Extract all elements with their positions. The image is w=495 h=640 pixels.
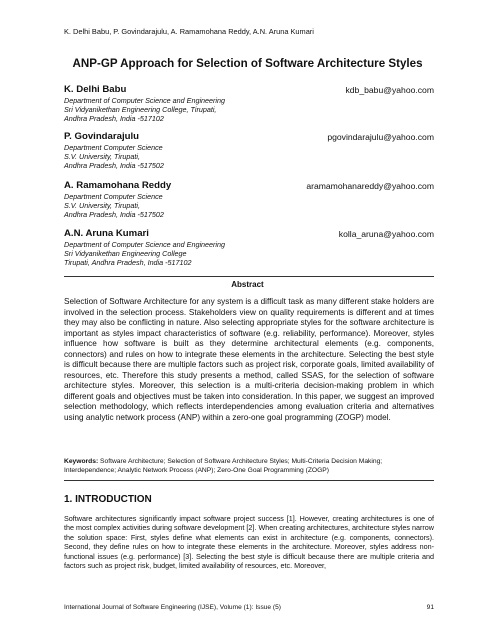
divider-rule — [64, 276, 434, 277]
author-block — [64, 84, 434, 124]
affiliation-line: Andhra Pradesh, India -517502 — [64, 161, 164, 171]
divider-rule — [64, 480, 434, 481]
author-name: A.N. Aruna Kumari — [64, 228, 149, 239]
affiliation-line: Tirupati, Andhra Pradesh, India -517102 — [64, 258, 192, 268]
affiliation-line: Department Computer Science — [64, 143, 163, 152]
author-block — [64, 228, 434, 268]
introduction-text: Software architectures significantly impact software project success [1]. However, creating architectures is one of the most complex activities during software development [2]. When creating architectures, architecture styles narrow the solution space: First, styles define what elements can exist in architecture (e.g. components, connectors). Second, they define rules on how to integrate these elements in the architecture. Moreover, styles address non-functional issues (e.g. performance) [3]. Selecting the best style is difficult because there are multiple criteria and factors such as project risk, budget, limited availability of resources, etc. Moreover, — [64, 514, 434, 571]
affiliation-line: Andhra Pradesh, India -517102 — [64, 114, 164, 124]
author-name: A. Ramamohana Reddy — [64, 180, 172, 191]
page-number: 91 — [426, 604, 434, 611]
author-email: aramamohanareddy@yahoo.com — [306, 181, 434, 191]
affiliation-line: Andhra Pradesh, India -517502 — [64, 210, 164, 220]
author-block — [64, 131, 434, 171]
section-heading-introduction: 1. INTRODUCTION — [64, 494, 152, 505]
journal-citation: International Journal of Software Engineering (IJSE), Volume (1): Issue (5) — [64, 604, 281, 611]
affiliation-line: Department of Computer Science and Engineering — [64, 96, 226, 105]
keywords-label: Keywords: — [64, 458, 99, 465]
keywords — [64, 458, 434, 475]
author-email: kolla_aruna@yahoo.com — [338, 229, 434, 239]
affiliation-line: Sri Vidyanikethan Engineering College — [64, 249, 187, 259]
paper-title: ANP-GP Approach for Selection of Software Architecture Styles — [72, 57, 423, 70]
author-block — [64, 180, 434, 220]
running-head: K. Delhi Babu, P. Govindarajulu, A. Ramamohana Reddy, A.N. Aruna Kumari — [64, 27, 314, 36]
abstract-text: Selection of Software Architecture for any system is a difficult task as many different stake holders are involved in the selection process. Stakeholders view on quality requirements is different and at times they may also be conflicting in nature. Also selecting appropriate styles for the software architecture is important as styles impact characteristics of software (e.g. reliability, performance). Moreover, styles influence how software is built as they determine architectural elements (e.g. components, connectors) and rules on how to integrate these elements in the architecture. Selecting the best style is difficult because there are multiple factors such as project risk, corporate goals, limited availability of resources, etc. Therefore this study presents a method, called SSAS, for the selection of software architecture styles. Moreover, this selection is a multi-criteria decision-making problem in which different goals and objectives must be taken into consideration. In this paper, we suggest an improved selection methodology, which reflects interdependencies among evaluation criteria and alternatives using analytic network process (ANP) within a zero-one goal programming (ZOGP) model. — [64, 297, 434, 423]
author-name: K. Delhi Babu — [64, 84, 127, 95]
affiliation-line: Department of Computer Science and Engineering — [64, 240, 226, 249]
affiliation-line: S.V. University, Tirupati, — [64, 201, 140, 211]
author-email: pgovindarajulu@yahoo.com — [327, 132, 434, 142]
abstract-heading: Abstract — [231, 280, 264, 289]
page-footer — [64, 604, 434, 611]
affiliation-line: S.V. University, Tirupati, — [64, 152, 140, 162]
keywords-text: Software Architecture; Selection of Software Architecture Styles; Multi-Criteria Decision Making; Interdependence; Analytic Network Process (ANP); Zero-One Goal Programming (ZOGP) — [64, 458, 383, 474]
affiliation-line: Sri Vidyanikethan Engineering College, Tirupati, — [64, 105, 217, 115]
author-email: kdb_babu@yahoo.com — [345, 85, 434, 95]
author-name: P. Govindarajulu — [64, 131, 139, 142]
affiliation-line: Department Computer Science — [64, 192, 163, 201]
